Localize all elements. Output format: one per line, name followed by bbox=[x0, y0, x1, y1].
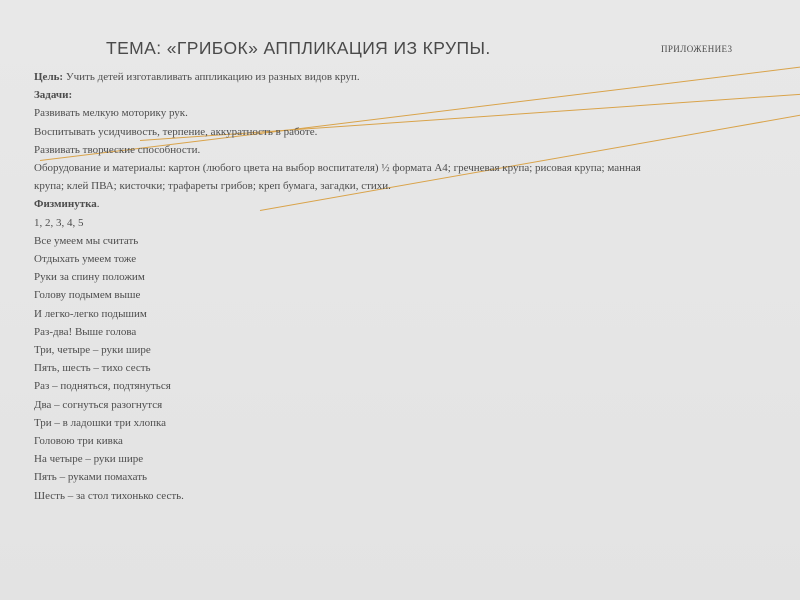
appendix-label: ПРИЛОЖЕНИЕ3 bbox=[661, 44, 733, 54]
exercise-line: 1, 2, 3, 4, 5 bbox=[34, 216, 84, 229]
exercise-line: Все умеем мы считать bbox=[34, 234, 139, 247]
exercise-line: Голову подымем выше bbox=[34, 289, 141, 302]
exercise-line: Отдыхать умеем тоже bbox=[34, 253, 137, 266]
exercise-line: Раз – подняться, подтянуться bbox=[34, 380, 171, 393]
exercise-line: Два – согнуться разогнутся bbox=[34, 398, 163, 411]
exercise-heading bbox=[34, 195, 770, 213]
goal-label: Цель: bbox=[34, 71, 64, 83]
exercise-label: Физминутка bbox=[34, 198, 97, 211]
slide-title: ТЕМА: «ГРИБОК» АППЛИКАЦИЯ ИЗ КРУПЫ. bbox=[106, 38, 491, 58]
exercise-line: Головою три кивка bbox=[34, 435, 123, 448]
exercise-line: Пять – руками помахать bbox=[34, 471, 148, 484]
task-item: Развивать творческие способности. bbox=[34, 143, 201, 156]
equipment-line: Оборудование и материалы: картон (любого цвета на выбор воспитателя) ½ формата А4; гречневая крупа; рисовая крупа; манная bbox=[34, 162, 641, 175]
equipment-line: крупа; клей ПВА; кисточки; трафареты грибов; креп бумага, загадки, стихи. bbox=[34, 180, 391, 193]
tasks-label: Задачи: bbox=[34, 89, 73, 102]
exercise-line: Три – в ладошки три хлопка bbox=[34, 416, 167, 429]
exercise-lines bbox=[34, 214, 770, 505]
exercise-line: Три, четыре – руки шире bbox=[34, 344, 151, 357]
task-item: Развивать мелкую моторику рук. bbox=[34, 107, 188, 120]
exercise-line: На четыре – руки шире bbox=[34, 453, 144, 466]
exercise-label-suffix: . bbox=[96, 198, 100, 211]
goal-text: Учить детей изготавливать аппликацию из разных видов круп. bbox=[63, 71, 360, 83]
tasks-heading bbox=[34, 86, 770, 104]
exercise-line: Руки за спину положим bbox=[34, 271, 145, 284]
exercise-line: И легко-легко подышим bbox=[34, 307, 147, 320]
goal-line bbox=[34, 68, 770, 86]
exercise-line: Шесть – за стол тихонько сесть. bbox=[34, 489, 184, 502]
exercise-line: Пять, шесть – тихо сесть bbox=[34, 362, 151, 375]
exercise-line: Раз-два! Выше голова bbox=[34, 325, 137, 338]
task-item: Воспитывать усидчивость, терпение, аккуратность в работе. bbox=[34, 125, 318, 138]
slide-content bbox=[34, 68, 770, 505]
